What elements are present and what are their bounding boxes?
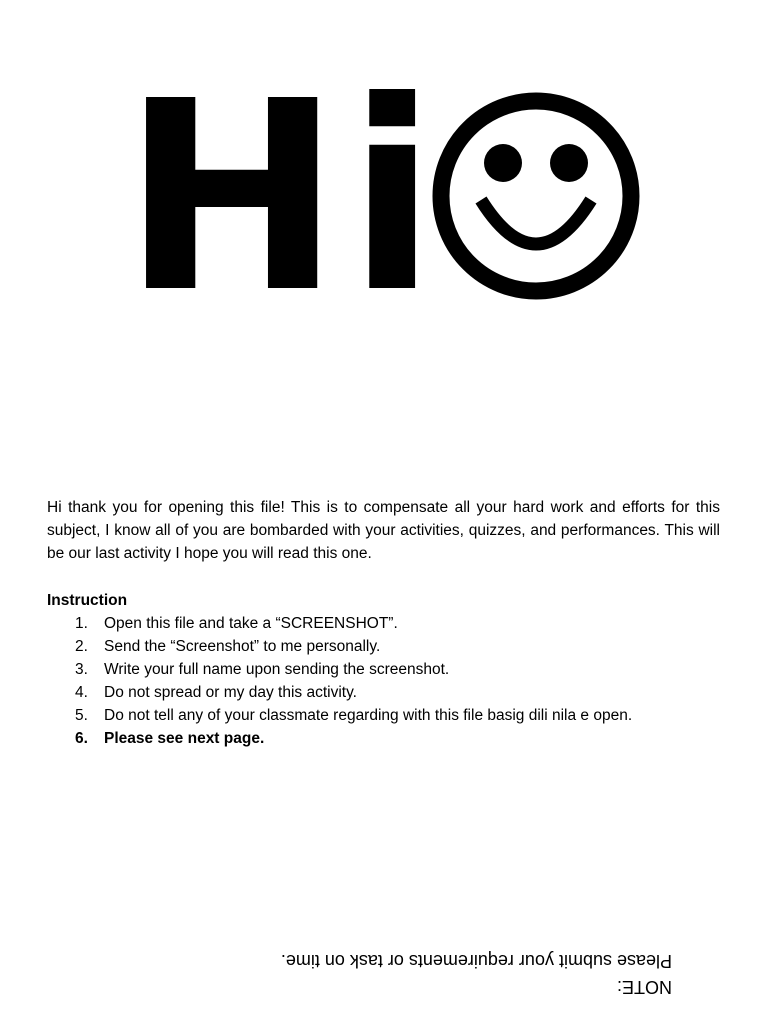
greeting-title: Hi <box>122 45 444 350</box>
step-number: 4. <box>75 684 88 701</box>
instruction-step <box>47 681 727 704</box>
instruction-step <box>47 704 727 727</box>
smiley-left-eye <box>484 144 522 182</box>
instruction-step <box>47 612 727 635</box>
instruction-step-next-page <box>47 727 727 750</box>
smiley-right-eye <box>550 144 588 182</box>
note-text: Please submit your requirements or task on time. <box>280 951 672 971</box>
instruction-step <box>47 635 727 658</box>
intro-paragraph: Hi thank you for opening this file! This is to compensate all your hard work and efforts for this subject, I know all of you are bombarded with your activities, quizzes, and performances. This will be our last activity I hope you will read this one. <box>47 499 720 562</box>
smiley-mouth <box>481 200 591 244</box>
smiley-face-icon <box>426 88 646 308</box>
step-text: Send the “Screenshot” to me personally. <box>104 638 381 655</box>
instruction-step <box>47 658 727 681</box>
greeting-banner <box>0 0 768 350</box>
step-number: 1. <box>75 615 88 632</box>
step-number: 3. <box>75 661 88 678</box>
step-number: 6. <box>75 730 88 747</box>
step-text: Please see next page. <box>104 730 265 747</box>
step-text: Open this file and take a “SCREENSHOT”. <box>104 615 398 632</box>
step-text: Write your full name upon sending the screenshot. <box>104 661 450 678</box>
step-number: 5. <box>75 707 88 724</box>
step-text: Do not tell any of your classmate regarding with this file basig dili nila e open. <box>104 707 633 724</box>
upside-down-note <box>200 944 672 1000</box>
step-text: Do not spread or my day this activity. <box>104 684 357 701</box>
smiley-face-outline <box>441 101 631 291</box>
instruction-steps-list <box>47 612 727 750</box>
instruction-heading: Instruction <box>47 592 128 609</box>
note-label: NOTE: <box>616 977 672 997</box>
step-number: 2. <box>75 638 88 655</box>
